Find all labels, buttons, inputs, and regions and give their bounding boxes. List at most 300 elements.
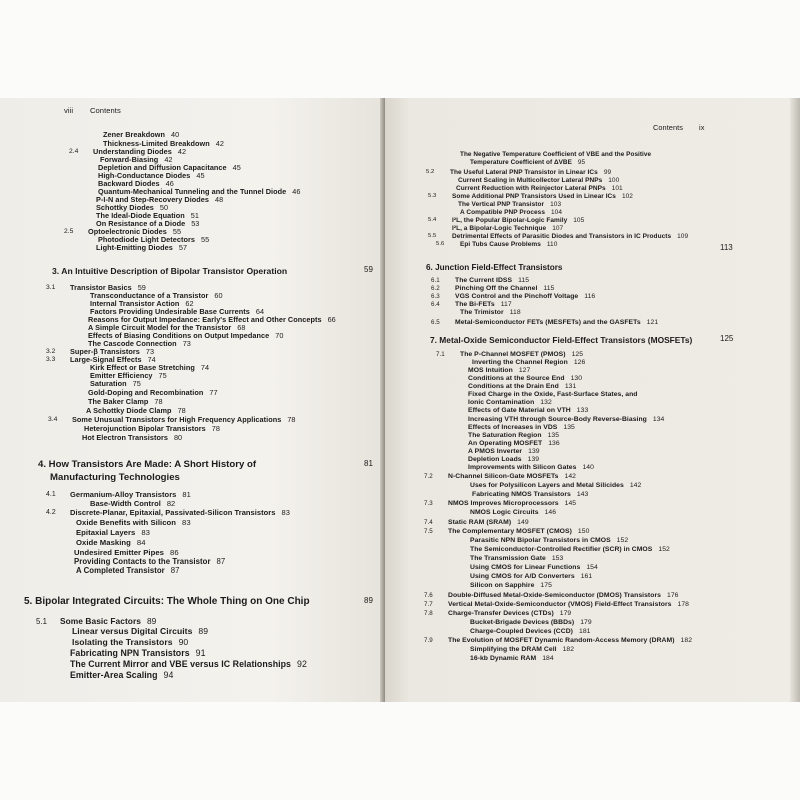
toc-entry-title: Saturation — [90, 379, 127, 388]
toc-entry — [70, 649, 206, 658]
toc-entry — [470, 545, 670, 554]
toc-entry-page: 51 — [190, 211, 199, 220]
toc-entry-page: 142 — [629, 482, 642, 489]
toc-entry-title: Conditions at the Drain End — [468, 383, 559, 390]
toc-entry — [90, 379, 141, 388]
toc-entry-page: 87 — [170, 566, 180, 575]
toc-entry-title: Vertical Metal-Oxide-Semiconductor (VMOS) Field-Effect Transistors — [448, 601, 672, 608]
toc-entry-page: 82 — [166, 499, 176, 508]
toc-entry-page: 74 — [200, 363, 210, 372]
background-top — [0, 0, 800, 100]
toc-entry-title: Using CMOS for Linear Functions — [470, 564, 581, 571]
toc-entry — [448, 499, 576, 508]
toc-entry — [460, 240, 557, 249]
toc-entry — [448, 591, 678, 600]
toc-entry-page: 132 — [540, 399, 552, 406]
toc-entry — [470, 481, 641, 490]
toc-entry-page: 139 — [527, 456, 540, 463]
toc-entry-page: 46 — [292, 187, 301, 196]
right-folio: ix — [699, 123, 705, 132]
section-number: 7.7 — [424, 601, 433, 608]
toc-entry-page: 66 — [327, 315, 336, 324]
toc-entry-title: A Completed Transistor — [76, 566, 165, 575]
toc-entry — [76, 566, 180, 575]
toc-entry-title: Uses for Polysilicon Layers and Metal Silicides — [470, 482, 624, 489]
toc-entry — [74, 557, 225, 566]
toc-entry — [470, 572, 592, 581]
toc-entry-title: The Transmission Gate — [470, 555, 546, 562]
toc-entry-page: 90 — [178, 637, 189, 647]
toc-entry-page: 150 — [577, 528, 590, 535]
toc-entry-title: Oxide Benefits with Silicon — [76, 518, 177, 527]
toc-entry-page: 55 — [172, 227, 182, 236]
toc-entry-title: The Negative Temperature Coefficient of VBE and the Positive — [460, 151, 652, 158]
toc-entry — [470, 654, 554, 663]
toc-entry-title: Increasing VTH through Source-Body Reverse-Biasing — [468, 416, 647, 423]
toc-entry-page: 161 — [580, 573, 593, 580]
toc-entry-page: 152 — [658, 546, 670, 553]
toc-entry-page: 100 — [608, 177, 620, 184]
section-number: 7.3 — [424, 500, 433, 507]
toc-entry-page: 80 — [173, 433, 183, 442]
toc-entry-page: 55 — [200, 235, 210, 244]
toc-entry-page: 101 — [611, 185, 623, 192]
toc-entry-title: The P-Channel MOSFET (PMOS) — [460, 351, 566, 358]
toc-entry — [460, 308, 521, 317]
toc-entry-page: 75 — [158, 371, 167, 380]
toc-entry — [448, 527, 589, 536]
left-folio: viii — [64, 106, 74, 115]
toc-entry-page: 46 — [165, 179, 174, 188]
toc-entry-page: 83 — [182, 518, 191, 527]
chapter-title: 7. Metal-Oxide Semiconductor Field-Effect Transistors (MOSFETs) — [430, 335, 693, 345]
toc-entry-title: Schottky Diodes — [96, 203, 154, 212]
toc-entry-title: Epitaxial Layers — [76, 528, 136, 537]
toc-entry-title: Some Unusual Transistors for High Frequency Applications — [72, 415, 282, 424]
toc-entry-page: 42 — [215, 139, 224, 148]
toc-entry-title: Charge-Transfer Devices (CTDs) — [448, 610, 554, 617]
section-number: 6.2 — [431, 285, 440, 292]
toc-entry-page: 133 — [576, 407, 589, 414]
toc-entry-page: 70 — [275, 331, 284, 340]
toc-entry-page: 73 — [182, 339, 191, 348]
toc-entry-title: Current Scaling in Multicollector Lateral PNPs — [458, 177, 603, 184]
toc-entry-page: 182 — [562, 646, 575, 653]
toc-entry-page: 134 — [652, 416, 665, 423]
section-number: 3.4 — [48, 416, 58, 423]
right-running-header: Contents — [653, 123, 683, 132]
toc-entry-title: Effects of Increases in VDS — [468, 424, 558, 431]
toc-entry — [470, 554, 563, 563]
toc-entry-page: 83 — [141, 528, 150, 537]
toc-entry-title: The Semiconductor-Controlled Rectifier (SCR) in CMOS — [470, 546, 653, 553]
toc-entry-page: 78 — [211, 424, 220, 433]
toc-entry-title: Ionic Contamination — [468, 399, 535, 406]
right-page — [385, 98, 800, 702]
toc-entry-page: 118 — [509, 309, 521, 316]
toc-entry-title: Gold-Doping and Recombination — [88, 388, 204, 397]
toc-entry-page: 45 — [232, 163, 241, 172]
toc-entry-title: Zener Breakdown — [103, 130, 165, 139]
toc-entry-page: 135 — [563, 424, 575, 431]
toc-entry-title: Thickness-Limited Breakdown — [103, 139, 210, 148]
toc-entry — [86, 406, 186, 415]
toc-entry-page: 86 — [170, 548, 179, 557]
toc-entry-page: 78 — [177, 406, 186, 415]
toc-entry-title: Isolating the Transistors — [72, 637, 173, 647]
toc-entry — [448, 609, 571, 618]
toc-entry-title: Bucket-Brigade Devices (BBDs) — [470, 619, 575, 626]
toc-entry-title: Photodiode Light Detectors — [98, 235, 195, 244]
toc-entry-title: Understanding Diodes — [93, 147, 172, 156]
section-number: 5.4 — [428, 217, 437, 223]
chapter-title: 3. An Intuitive Description of Bipolar Transistor Operation — [52, 266, 288, 276]
toc-entry-title: Conditions at the Source End — [468, 375, 565, 382]
toc-entry-page: 140 — [582, 464, 594, 471]
toc-entry-page: 131 — [564, 383, 577, 390]
toc-entry-page: 75 — [132, 379, 141, 388]
toc-entry — [468, 463, 594, 472]
section-number: 5.5 — [428, 233, 437, 239]
toc-entry-title: Silicon on Sapphire — [470, 582, 535, 589]
toc-entry-title: The Evolution of MOSFET Dynamic Random-Access Memory (DRAM) — [448, 637, 675, 644]
section-number: 3.1 — [46, 284, 56, 291]
toc-entry-page: 57 — [178, 243, 188, 252]
section-number: 7.8 — [424, 610, 433, 617]
toc-entry-title: Static RAM (SRAM) — [448, 519, 512, 526]
toc-entry-page: 145 — [564, 500, 577, 507]
section-number: 2.5 — [64, 228, 74, 235]
chapter-page: 113 — [720, 243, 733, 252]
toc-entry-page: 182 — [680, 637, 693, 644]
toc-entry-title: A Schottky Diode Clamp — [86, 406, 172, 415]
toc-entry-page: 181 — [579, 628, 591, 635]
toc-entry-title: Transistor Basics — [70, 283, 132, 292]
toc-entry-title: The Useful Lateral PNP Transistor in Linear ICs — [450, 169, 598, 176]
toc-entry-title: High-Conductance Diodes — [98, 171, 191, 180]
toc-entry-page: 175 — [540, 582, 552, 589]
toc-entry-page: 89 — [198, 626, 209, 636]
toc-entry-title: The Cascode Connection — [88, 339, 177, 348]
toc-entry-title: The Ideal-Diode Equation — [96, 211, 185, 220]
toc-entry-page: 115 — [518, 277, 530, 284]
toc-entry-page: 50 — [159, 203, 169, 212]
toc-entry-page: 73 — [145, 347, 155, 356]
left-page — [0, 98, 384, 702]
toc-entry — [448, 472, 576, 481]
toc-entry-page: 115 — [543, 285, 555, 292]
toc-entry-title: Reasons for Output Impedance: Early's Effect and Other Concepts — [88, 315, 322, 324]
toc-entry-title: Super-β Transistors — [70, 347, 140, 356]
toc-entry-page: 62 — [185, 299, 194, 308]
toc-entry — [88, 397, 163, 406]
toc-entry-title: Base-Width Control — [90, 499, 161, 508]
section-number: 7.5 — [424, 528, 433, 535]
toc-entry-title: Factors Providing Undesirable Base Currents — [90, 307, 250, 316]
toc-entry-page: 107 — [552, 225, 564, 232]
toc-entry-page: 184 — [542, 655, 554, 662]
toc-entry-page: 42 — [177, 147, 187, 156]
toc-entry-title: Simplifying the DRAM Cell — [470, 646, 557, 653]
toc-entry-title: Heterojunction Bipolar Transistors — [84, 424, 206, 433]
toc-entry-page: 104 — [551, 209, 563, 216]
toc-entry — [60, 617, 156, 626]
section-number: 2.4 — [69, 148, 79, 155]
page-edge — [790, 98, 800, 702]
toc-entry-title: Using CMOS for A/D Converters — [470, 573, 575, 580]
toc-entry-title: Fixed Charge in the Oxide, Fast-Surface States, and — [468, 391, 638, 398]
toc-entry-title: Metal-Semiconductor FETs (MESFETs) and the GASFETs — [455, 319, 641, 326]
toc-entry-title: Double-Diffused Metal-Oxide-Semiconductor (DMOS) Transistors — [448, 592, 661, 599]
toc-entry-title: Current Reduction with Reinjector Lateral PNPs — [456, 185, 606, 192]
toc-entry-title: The Baker Clamp — [88, 397, 149, 406]
toc-entry-title: Emitter-Area Scaling — [70, 670, 158, 680]
toc-entry-page: 91 — [195, 648, 206, 658]
toc-entry-page: 42 — [164, 155, 173, 164]
toc-entry-title: Optoelectronic Diodes — [88, 227, 167, 236]
toc-entry-title: The Bi-FETs — [455, 301, 495, 308]
toc-entry — [103, 130, 179, 139]
toc-entry-page: 154 — [586, 564, 598, 571]
toc-entry-page: 103 — [550, 201, 562, 208]
toc-entry-title: I²L, a Bipolar-Logic Technique — [452, 225, 547, 232]
toc-entry — [96, 243, 187, 252]
toc-entry-title: The Saturation Region — [468, 432, 542, 439]
section-number: 5.2 — [426, 169, 435, 175]
toc-entry — [72, 415, 296, 424]
toc-entry-title: The Current IDSS — [455, 277, 513, 284]
toc-entry-page: 92 — [297, 659, 307, 669]
toc-entry-page: 74 — [147, 355, 156, 364]
toc-entry-title: Epi Tubs Cause Problems — [460, 241, 541, 248]
section-number: 7.1 — [436, 351, 445, 358]
chapter-page: 89 — [364, 596, 373, 605]
toc-entry-title: The Vertical PNP Transistor — [458, 201, 545, 208]
toc-entry-title: Some Additional PNP Transistors Used in Linear ICs — [452, 193, 616, 200]
toc-entry-title: Light-Emitting Diodes — [96, 243, 173, 252]
toc-entry-page: 83 — [281, 508, 290, 517]
toc-entry-title: Large-Signal Effects — [70, 355, 142, 364]
toc-entry-title: Backward Diodes — [98, 179, 160, 188]
section-number: 5.1 — [36, 617, 47, 626]
toc-entry — [468, 406, 588, 415]
toc-entry-title: Parasitic NPN Bipolar Transistors in CMOS — [470, 537, 611, 544]
toc-entry — [470, 563, 598, 572]
toc-entry — [470, 508, 556, 517]
toc-entry-page: 77 — [209, 388, 218, 397]
toc-entry-title: Quantum-Mechanical Tunneling and the Tunnel Diode — [98, 187, 287, 196]
toc-entry-page: 136 — [548, 440, 560, 447]
toc-entry — [470, 645, 574, 654]
toc-entry — [84, 424, 220, 433]
chapter-title: 5. Bipolar Integrated Circuits: The Whole Thing on One Chip — [24, 596, 310, 607]
toc-entry-title: Effects of Gate Material on VTH — [468, 407, 571, 414]
toc-entry-page: 94 — [163, 670, 174, 680]
toc-entry — [455, 318, 658, 327]
section-number: 7.2 — [424, 473, 433, 480]
toc-entry-page: 116 — [584, 293, 596, 300]
toc-entry — [88, 388, 218, 397]
left-running-header: Contents — [90, 106, 121, 115]
toc-entry-title: Depletion and Diffusion Capacitance — [98, 163, 227, 172]
toc-entry-title: N-Channel Silicon-Gate MOSFETs — [448, 473, 559, 480]
section-number: 3.3 — [46, 356, 56, 363]
section-number: 6.4 — [431, 301, 440, 308]
toc-entry-page: 139 — [528, 448, 540, 455]
toc-entry-page: 142 — [564, 473, 577, 480]
toc-entry-page: 48 — [215, 195, 224, 204]
toc-entry-title: Depletion Loads — [468, 456, 522, 463]
toc-entry-title: Linear versus Digital Circuits — [72, 626, 193, 636]
toc-entry — [470, 581, 552, 590]
toc-entry-page: 95 — [577, 159, 586, 166]
toc-entry-title: VGS Control and the Pinchoff Voltage — [455, 293, 579, 300]
section-number: 7.6 — [424, 592, 433, 599]
toc-entry-page: 153 — [551, 555, 564, 562]
toc-entry-page: 179 — [580, 619, 592, 626]
toc-entry-title: Internal Transistor Action — [90, 299, 180, 308]
toc-entry — [470, 536, 628, 545]
toc-entry — [70, 490, 191, 499]
section-number: 5.3 — [428, 193, 437, 199]
toc-entry-title: Hot Electron Transistors — [82, 433, 168, 442]
toc-entry-title: A PMOS Inverter — [468, 448, 523, 455]
section-number: 6.3 — [431, 293, 440, 300]
toc-entry-title: NMOS Improves Microprocessors — [448, 500, 559, 507]
toc-entry — [72, 638, 188, 647]
toc-entry-title: Forward-Biasing — [100, 155, 159, 164]
toc-entry — [470, 158, 585, 167]
toc-entry-page: 149 — [517, 519, 529, 526]
background-bottom — [0, 700, 800, 800]
toc-entry — [70, 508, 290, 517]
toc-entry-title: Fabricating NMOS Transistors — [472, 491, 571, 498]
toc-entry-title: Undesired Emitter Pipes — [74, 548, 165, 557]
toc-entry-page: 152 — [616, 537, 629, 544]
toc-entry-title: Emitter Efficiency — [90, 371, 153, 380]
toc-entry-title: An Operating MOSFET — [468, 440, 543, 447]
section-number: 7.9 — [424, 637, 433, 644]
toc-entry-page: 99 — [603, 169, 612, 176]
toc-entry — [74, 548, 179, 557]
toc-entry-title: On Resistance of a Diode — [96, 219, 186, 228]
toc-entry — [70, 660, 307, 669]
toc-entry-page: 146 — [544, 509, 557, 516]
toc-entry-title: Providing Contacts to the Transistor — [74, 557, 211, 566]
toc-entry — [76, 538, 146, 547]
toc-entry-title: Detrimental Effects of Parasitic Diodes and Transistors in IC Products — [452, 233, 672, 240]
toc-entry-title: P-I-N and Step-Recovery Diodes — [96, 195, 210, 204]
toc-entry — [472, 490, 588, 499]
toc-entry-page: 127 — [518, 367, 531, 374]
toc-entry-page: 135 — [547, 432, 560, 439]
toc-entry — [470, 627, 591, 636]
toc-entry-title: A Simple Circuit Model for the Transistor — [88, 323, 232, 332]
toc-entry-title: Temperature Coefficient of ΔVBE — [470, 159, 572, 166]
toc-entry-page: 110 — [546, 241, 558, 248]
section-number: 3.2 — [46, 348, 56, 355]
section-number: 6.1 — [431, 277, 440, 284]
toc-entry-title: Fabricating NPN Transistors — [70, 648, 190, 658]
toc-entry — [448, 518, 529, 527]
toc-entry-title: Transconductance of a Transistor — [90, 291, 209, 300]
toc-entry-title: Improvements with Silicon Gates — [468, 464, 577, 471]
toc-entry — [82, 433, 182, 442]
toc-entry-page: 68 — [237, 323, 246, 332]
toc-entry-page: 78 — [154, 397, 163, 406]
toc-entry — [448, 636, 692, 645]
chapter-title: 6. Junction Field-Effect Transistors — [426, 263, 563, 272]
toc-entry-page: 81 — [182, 490, 191, 499]
toc-entry — [76, 518, 191, 527]
toc-entry-title: The Current Mirror and VBE versus IC Relationships — [70, 659, 291, 669]
section-number: 6.5 — [431, 319, 440, 326]
toc-entry-page: 130 — [570, 375, 583, 382]
section-number: 4.2 — [46, 509, 56, 516]
toc-entry — [90, 499, 175, 508]
toc-entry-title: Germanium-Alloy Transistors — [70, 490, 177, 499]
chapter-title: 4. How Transistors Are Made: A Short History of — [38, 459, 257, 470]
toc-entry-page: 179 — [559, 610, 572, 617]
toc-entry-title: Kirk Effect or Base Stretching — [90, 363, 195, 372]
toc-entry-page: 176 — [666, 592, 679, 599]
toc-entry-page: 59 — [137, 283, 146, 292]
toc-entry-title: MOS Intuition — [468, 367, 513, 374]
toc-entry-page: 78 — [287, 415, 296, 424]
toc-entry-page: 53 — [191, 219, 200, 228]
toc-entry — [70, 671, 173, 680]
toc-entry-page: 89 — [146, 616, 157, 626]
toc-entry-title: Effects of Biasing Conditions on Output Impedance — [88, 331, 270, 340]
toc-entry-title: I²L, the Popular Bipolar-Logic Family — [452, 217, 568, 224]
section-number: 4.1 — [46, 491, 56, 498]
toc-entry-title: Discrete-Planar, Epitaxial, Passivated-Silicon Transistors — [70, 508, 276, 517]
toc-entry-title: Charge-Coupled Devices (CCD) — [470, 628, 573, 635]
toc-entry-title: 16-kb Dynamic RAM — [470, 655, 537, 662]
chapter-title-line2: Manufacturing Technologies — [50, 472, 180, 483]
toc-entry-page: 105 — [573, 217, 585, 224]
toc-entry-title: Some Basic Factors — [60, 616, 141, 626]
toc-entry — [448, 600, 689, 609]
toc-entry-page: 121 — [646, 319, 659, 326]
toc-entry-title: The Complementary MOSFET (CMOS) — [448, 528, 572, 535]
section-number: 5.6 — [436, 241, 445, 247]
toc-entry — [470, 618, 592, 627]
chapter-page: 125 — [720, 334, 734, 343]
section-number: 7.4 — [424, 519, 433, 526]
toc-entry-title: NMOS Logic Circuits — [470, 509, 539, 516]
toc-entry — [72, 627, 208, 636]
chapter-page: 59 — [364, 265, 373, 274]
toc-entry-page: 178 — [677, 601, 689, 608]
toc-entry-page: 117 — [500, 301, 512, 308]
toc-entry-page: 102 — [621, 193, 633, 200]
toc-entry-page: 64 — [255, 307, 265, 316]
toc-entry-page: 125 — [571, 351, 584, 358]
toc-entry-title: The Trimistor — [460, 309, 504, 316]
toc-entry-page: 84 — [136, 538, 146, 547]
toc-entry-page: 143 — [576, 491, 589, 498]
toc-entry — [76, 528, 150, 537]
toc-entry-page: 45 — [196, 171, 205, 180]
chapter-page: 81 — [364, 459, 373, 468]
toc-entry-title: Inverting the Channel Region — [472, 359, 568, 366]
toc-entry-title: Pinching Off the Channel — [455, 285, 538, 292]
toc-entry-page: 60 — [214, 291, 223, 300]
toc-entry-page: 109 — [677, 233, 689, 240]
toc-entry-page: 40 — [170, 130, 180, 139]
toc-entry-page: 126 — [573, 359, 586, 366]
